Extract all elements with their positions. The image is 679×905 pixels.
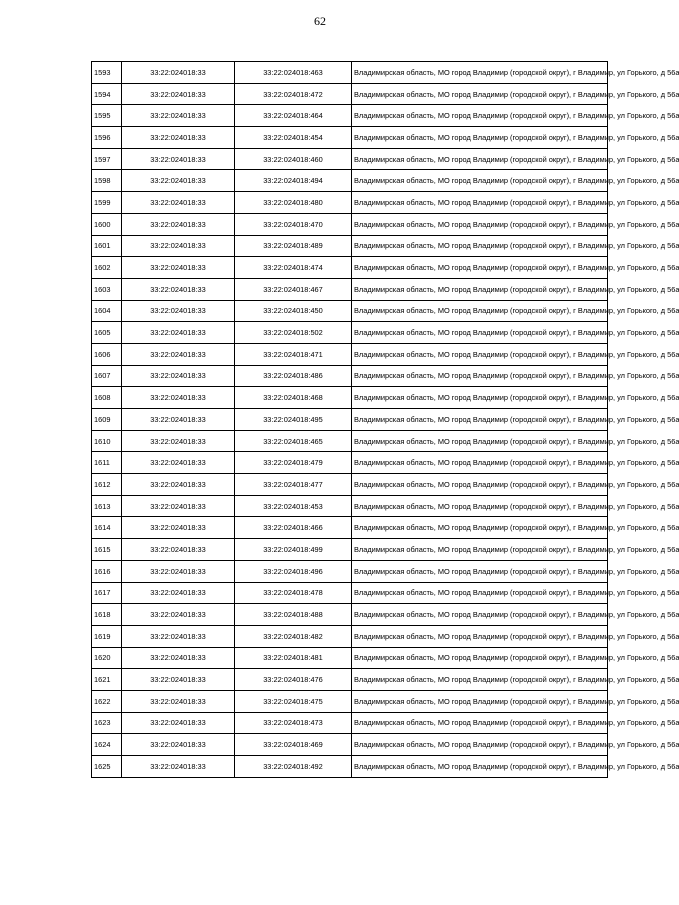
table-row — [92, 647, 608, 669]
row-number-cell: 1606 — [92, 343, 122, 365]
address-cell: Владимирская область, МО город Владимир (городской округ), г Владимир, ул Горького, д 56а — [352, 734, 608, 756]
cadastral-number-cell: 33:22:024018:486 — [235, 365, 352, 387]
table-row — [92, 734, 608, 756]
table-row — [92, 278, 608, 300]
address-cell: Владимирская область, МО город Владимир (городской округ), г Владимир, ул Горького, д 56а — [352, 387, 608, 409]
row-number-cell: 1612 — [92, 474, 122, 496]
table-row — [92, 452, 608, 474]
address-cell: Владимирская область, МО город Владимир (городской округ), г Владимир, ул Горького, д 56а — [352, 712, 608, 734]
cadastral-number-cell: 33:22:024018:496 — [235, 560, 352, 582]
block-number-cell: 33:22:024018:33 — [122, 170, 235, 192]
cadastral-number-cell: 33:22:024018:464 — [235, 105, 352, 127]
table-row — [92, 322, 608, 344]
block-number-cell: 33:22:024018:33 — [122, 235, 235, 257]
table-row — [92, 712, 608, 734]
table-row — [92, 83, 608, 105]
cadastral-number-cell: 33:22:024018:492 — [235, 756, 352, 778]
row-number-cell: 1607 — [92, 365, 122, 387]
cadastral-number-cell: 33:22:024018:494 — [235, 170, 352, 192]
block-number-cell: 33:22:024018:33 — [122, 62, 235, 84]
cadastral-number-cell: 33:22:024018:481 — [235, 647, 352, 669]
address-cell: Владимирская область, МО город Владимир (городской округ), г Владимир, ул Горького, д 56а — [352, 278, 608, 300]
cadastral-number-cell: 33:22:024018:480 — [235, 192, 352, 214]
block-number-cell: 33:22:024018:33 — [122, 734, 235, 756]
address-cell: Владимирская область, МО город Владимир (городской округ), г Владимир, ул Горького, д 56а — [352, 127, 608, 149]
block-number-cell: 33:22:024018:33 — [122, 474, 235, 496]
row-number-cell: 1616 — [92, 560, 122, 582]
cadastral-number-cell: 33:22:024018:502 — [235, 322, 352, 344]
block-number-cell: 33:22:024018:33 — [122, 83, 235, 105]
row-number-cell: 1597 — [92, 148, 122, 170]
block-number-cell: 33:22:024018:33 — [122, 495, 235, 517]
table-row — [92, 539, 608, 561]
row-number-cell: 1608 — [92, 387, 122, 409]
address-cell: Владимирская область, МО город Владимир (городской округ), г Владимир, ул Горького, д 56а — [352, 105, 608, 127]
table-row — [92, 365, 608, 387]
block-number-cell: 33:22:024018:33 — [122, 756, 235, 778]
address-cell: Владимирская область, МО город Владимир (городской округ), г Владимир, ул Горького, д 56а — [352, 430, 608, 452]
row-number-cell: 1617 — [92, 582, 122, 604]
row-number-cell: 1600 — [92, 213, 122, 235]
row-number-cell: 1605 — [92, 322, 122, 344]
row-number-cell: 1625 — [92, 756, 122, 778]
table-row — [92, 582, 608, 604]
address-cell: Владимирская область, МО город Владимир (городской округ), г Владимир, ул Горького, д 56а — [352, 322, 608, 344]
address-cell: Владимирская область, МО город Владимир (городской округ), г Владимир, ул Горького, д 56а — [352, 452, 608, 474]
table-row — [92, 192, 608, 214]
table-row — [92, 127, 608, 149]
cadastral-number-cell: 33:22:024018:495 — [235, 409, 352, 431]
block-number-cell: 33:22:024018:33 — [122, 213, 235, 235]
row-number-cell: 1603 — [92, 278, 122, 300]
cadastral-number-cell: 33:22:024018:482 — [235, 625, 352, 647]
table-row — [92, 213, 608, 235]
cadastral-number-cell: 33:22:024018:463 — [235, 62, 352, 84]
cadastral-number-cell: 33:22:024018:475 — [235, 690, 352, 712]
table-row — [92, 387, 608, 409]
cadastral-number-cell: 33:22:024018:488 — [235, 604, 352, 626]
address-cell: Владимирская область, МО город Владимир (городской округ), г Владимир, ул Горького, д 56а — [352, 257, 608, 279]
table-row — [92, 430, 608, 452]
address-cell: Владимирская область, МО город Владимир (городской округ), г Владимир, ул Горького, д 56а — [352, 625, 608, 647]
block-number-cell: 33:22:024018:33 — [122, 452, 235, 474]
cadastral-number-cell: 33:22:024018:460 — [235, 148, 352, 170]
row-number-cell: 1610 — [92, 430, 122, 452]
block-number-cell: 33:22:024018:33 — [122, 690, 235, 712]
block-number-cell: 33:22:024018:33 — [122, 257, 235, 279]
row-number-cell: 1615 — [92, 539, 122, 561]
row-number-cell: 1596 — [92, 127, 122, 149]
row-number-cell: 1598 — [92, 170, 122, 192]
row-number-cell: 1620 — [92, 647, 122, 669]
table-row — [92, 517, 608, 539]
block-number-cell: 33:22:024018:33 — [122, 387, 235, 409]
address-cell: Владимирская область, МО город Владимир (городской округ), г Владимир, ул Горького, д 56а — [352, 647, 608, 669]
table-row — [92, 560, 608, 582]
table-body — [92, 62, 679, 778]
row-number-cell: 1613 — [92, 495, 122, 517]
block-number-cell: 33:22:024018:33 — [122, 148, 235, 170]
block-number-cell: 33:22:024018:33 — [122, 582, 235, 604]
address-cell: Владимирская область, МО город Владимир (городской округ), г Владимир, ул Горького, д 56а — [352, 669, 608, 691]
table-row — [92, 495, 608, 517]
table-row — [92, 474, 608, 496]
address-cell: Владимирская область, МО город Владимир (городской округ), г Владимир, ул Горького, д 56а — [352, 83, 608, 105]
block-number-cell: 33:22:024018:33 — [122, 409, 235, 431]
cadastral-table — [91, 61, 679, 778]
row-number-cell: 1623 — [92, 712, 122, 734]
cadastral-number-cell: 33:22:024018:471 — [235, 343, 352, 365]
table-row — [92, 343, 608, 365]
row-number-cell: 1602 — [92, 257, 122, 279]
row-number-cell: 1624 — [92, 734, 122, 756]
cadastral-number-cell: 33:22:024018:466 — [235, 517, 352, 539]
address-cell: Владимирская область, МО город Владимир (городской округ), г Владимир, ул Горького, д 56а — [352, 756, 608, 778]
block-number-cell: 33:22:024018:33 — [122, 300, 235, 322]
table-row — [92, 300, 608, 322]
address-cell: Владимирская область, МО город Владимир (городской округ), г Владимир, ул Горького, д 56а — [352, 409, 608, 431]
address-cell: Владимирская область, МО город Владимир (городской округ), г Владимир, ул Горького, д 56а — [352, 365, 608, 387]
block-number-cell: 33:22:024018:33 — [122, 517, 235, 539]
block-number-cell: 33:22:024018:33 — [122, 430, 235, 452]
table-row — [92, 409, 608, 431]
row-number-cell: 1593 — [92, 62, 122, 84]
address-cell: Владимирская область, МО город Владимир (городской округ), г Владимир, ул Горького, д 56а — [352, 235, 608, 257]
block-number-cell: 33:22:024018:33 — [122, 560, 235, 582]
block-number-cell: 33:22:024018:33 — [122, 647, 235, 669]
row-number-cell: 1601 — [92, 235, 122, 257]
address-cell: Владимирская область, МО город Владимир (городской округ), г Владимир, ул Горького, д 56а — [352, 213, 608, 235]
address-cell: Владимирская область, МО город Владимир (городской округ), г Владимир, ул Горького, д 56а — [352, 582, 608, 604]
block-number-cell: 33:22:024018:33 — [122, 365, 235, 387]
address-cell: Владимирская область, МО город Владимир (городской округ), г Владимир, ул Горького, д 56а — [352, 192, 608, 214]
address-cell: Владимирская область, МО город Владимир (городской округ), г Владимир, ул Горького, д 56а — [352, 300, 608, 322]
row-number-cell: 1611 — [92, 452, 122, 474]
table-row — [92, 257, 608, 279]
cadastral-number-cell: 33:22:024018:467 — [235, 278, 352, 300]
address-cell: Владимирская область, МО город Владимир (городской округ), г Владимир, ул Горького, д 56а — [352, 604, 608, 626]
table-row — [92, 604, 608, 626]
row-number-cell: 1609 — [92, 409, 122, 431]
row-number-cell: 1622 — [92, 690, 122, 712]
cadastral-number-cell: 33:22:024018:499 — [235, 539, 352, 561]
address-cell: Владимирская область, МО город Владимир (городской округ), г Владимир, ул Горького, д 56а — [352, 474, 608, 496]
address-cell: Владимирская область, МО город Владимир (городской округ), г Владимир, ул Горького, д 56а — [352, 170, 608, 192]
block-number-cell: 33:22:024018:33 — [122, 343, 235, 365]
cadastral-number-cell: 33:22:024018:478 — [235, 582, 352, 604]
address-cell: Владимирская область, МО город Владимир (городской округ), г Владимир, ул Горького, д 56а — [352, 517, 608, 539]
cadastral-number-cell: 33:22:024018:477 — [235, 474, 352, 496]
table-row — [92, 105, 608, 127]
cadastral-number-cell: 33:22:024018:472 — [235, 83, 352, 105]
row-number-cell: 1595 — [92, 105, 122, 127]
row-number-cell: 1594 — [92, 83, 122, 105]
address-cell: Владимирская область, МО город Владимир (городской округ), г Владимир, ул Горького, д 56а — [352, 495, 608, 517]
cadastral-number-cell: 33:22:024018:476 — [235, 669, 352, 691]
block-number-cell: 33:22:024018:33 — [122, 539, 235, 561]
address-cell: Владимирская область, МО город Владимир (городской округ), г Владимир, ул Горького, д 56а — [352, 560, 608, 582]
address-cell: Владимирская область, МО город Владимир (городской округ), г Владимир, ул Горького, д 56а — [352, 690, 608, 712]
cadastral-number-cell: 33:22:024018:450 — [235, 300, 352, 322]
address-cell: Владимирская область, МО город Владимир (городской округ), г Владимир, ул Горького, д 56а — [352, 62, 608, 84]
row-number-cell: 1618 — [92, 604, 122, 626]
table-row — [92, 148, 608, 170]
block-number-cell: 33:22:024018:33 — [122, 669, 235, 691]
block-number-cell: 33:22:024018:33 — [122, 105, 235, 127]
table-row — [92, 170, 608, 192]
row-number-cell: 1621 — [92, 669, 122, 691]
block-number-cell: 33:22:024018:33 — [122, 192, 235, 214]
cadastral-number-cell: 33:22:024018:489 — [235, 235, 352, 257]
block-number-cell: 33:22:024018:33 — [122, 278, 235, 300]
cadastral-number-cell: 33:22:024018:470 — [235, 213, 352, 235]
row-number-cell: 1604 — [92, 300, 122, 322]
row-number-cell: 1614 — [92, 517, 122, 539]
table-row — [92, 756, 608, 778]
table-row — [92, 690, 608, 712]
block-number-cell: 33:22:024018:33 — [122, 625, 235, 647]
cadastral-number-cell: 33:22:024018:468 — [235, 387, 352, 409]
table-row — [92, 62, 608, 84]
row-number-cell: 1599 — [92, 192, 122, 214]
page-number: 62 — [314, 14, 326, 28]
cadastral-number-cell: 33:22:024018:474 — [235, 257, 352, 279]
block-number-cell: 33:22:024018:33 — [122, 604, 235, 626]
cadastral-number-cell: 33:22:024018:473 — [235, 712, 352, 734]
cadastral-number-cell: 33:22:024018:479 — [235, 452, 352, 474]
table-row — [92, 235, 608, 257]
cadastral-number-cell: 33:22:024018:453 — [235, 495, 352, 517]
row-number-cell: 1619 — [92, 625, 122, 647]
cadastral-number-cell: 33:22:024018:469 — [235, 734, 352, 756]
address-cell: Владимирская область, МО город Владимир (городской округ), г Владимир, ул Горького, д 56а — [352, 539, 608, 561]
block-number-cell: 33:22:024018:33 — [122, 322, 235, 344]
table-row — [92, 625, 608, 647]
block-number-cell: 33:22:024018:33 — [122, 712, 235, 734]
table-row — [92, 669, 608, 691]
block-number-cell: 33:22:024018:33 — [122, 127, 235, 149]
cadastral-number-cell: 33:22:024018:465 — [235, 430, 352, 452]
address-cell: Владимирская область, МО город Владимир (городской округ), г Владимир, ул Горького, д 56а — [352, 148, 608, 170]
address-cell: Владимирская область, МО город Владимир (городской округ), г Владимир, ул Горького, д 56а — [352, 343, 608, 365]
cadastral-number-cell: 33:22:024018:454 — [235, 127, 352, 149]
